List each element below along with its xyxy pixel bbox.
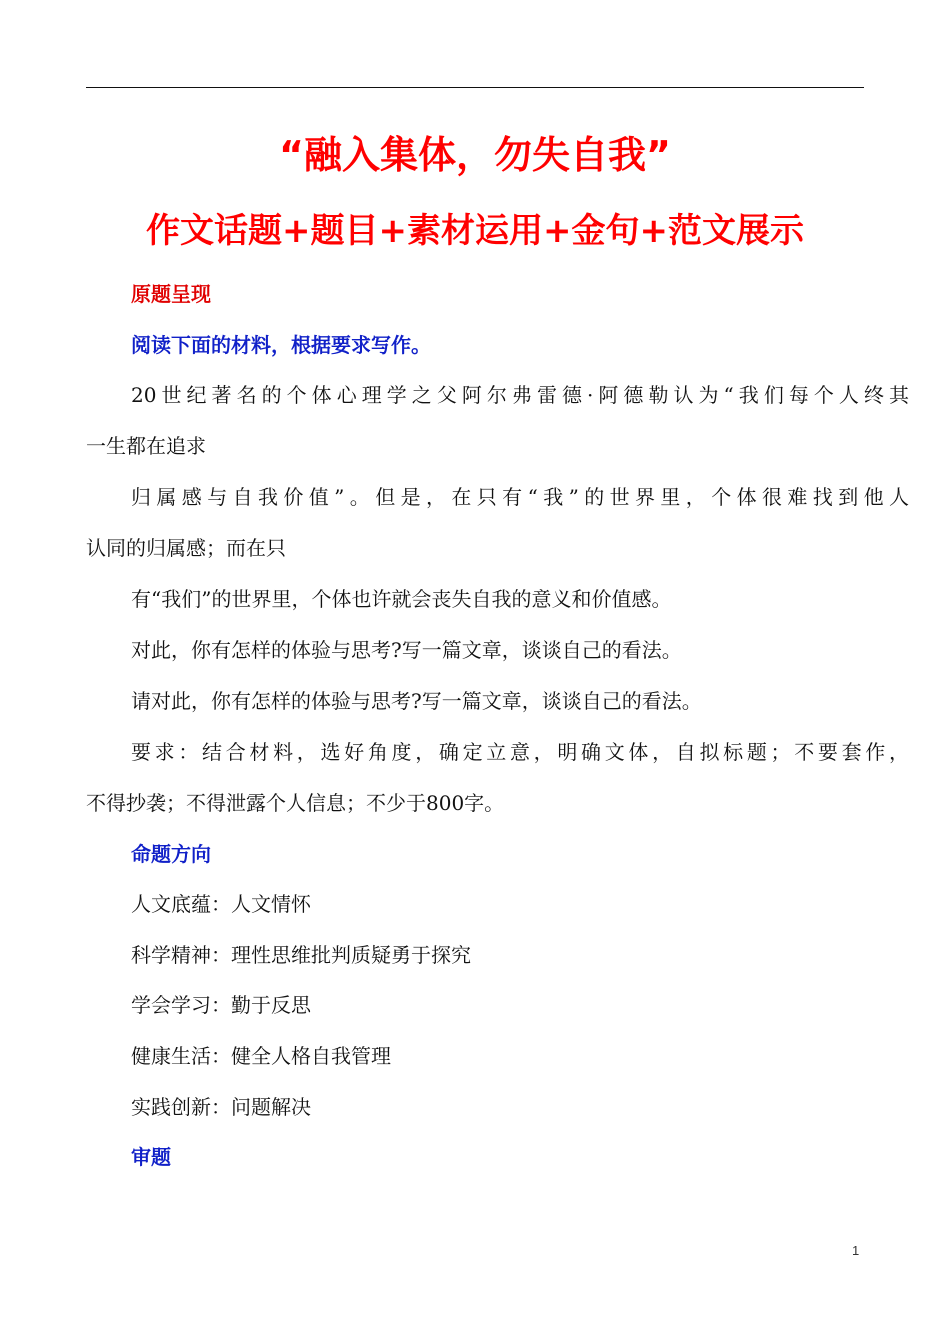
requirements-line: 不得抄袭；不得泄露个人信息；不少于800字。 bbox=[86, 791, 505, 815]
material-line: 有“我们”的世界里，个体也许就会丧失自我的意义和价值感。 bbox=[131, 587, 672, 611]
material-line: 一生都在追求 bbox=[86, 434, 206, 458]
section-heading-direction: 命题方向 bbox=[131, 842, 211, 866]
direction-item: 科学精神：理性思维批判质疑勇于探究 bbox=[131, 943, 471, 967]
material-line: 对此，你有怎样的体验与思考?写一篇文章，谈谈自己的看法。 bbox=[131, 638, 682, 662]
section-heading-original-question: 原题呈现 bbox=[131, 282, 211, 306]
direction-item: 学会学习：勤于反思 bbox=[131, 993, 311, 1017]
instruction-text: 阅读下面的材料，根据要求写作。 bbox=[131, 333, 431, 357]
direction-item: 实践创新：问题解决 bbox=[131, 1095, 311, 1119]
material-line: 归属感与自我价值”。但是，在只有“我”的世界里，个体很难找到他人 bbox=[131, 485, 909, 509]
page-subtitle: 作文话题+题目+素材运用+金句+范文展示 bbox=[146, 211, 804, 251]
direction-item: 人文底蕴：人文情怀 bbox=[131, 892, 311, 916]
page-title: “融入集体，勿失自我” bbox=[279, 133, 671, 177]
material-line: 20世纪著名的个体心理学之父阿尔弗雷德·阿德勒认为“我们每个人终其 bbox=[131, 383, 909, 407]
prompt-line: 请对此，你有怎样的体验与思考?写一篇文章，谈谈自己的看法。 bbox=[131, 689, 702, 713]
direction-item: 健康生活：健全人格自我管理 bbox=[131, 1044, 391, 1068]
page-number: 1 bbox=[852, 1243, 860, 1258]
header-rule bbox=[86, 87, 864, 88]
material-line: 认同的归属感；而在只 bbox=[86, 536, 286, 560]
requirements-line: 要求：结合材料，选好角度，确定立意，明确文体，自拟标题；不要套作， bbox=[131, 740, 909, 764]
section-heading-review: 审题 bbox=[131, 1145, 171, 1169]
